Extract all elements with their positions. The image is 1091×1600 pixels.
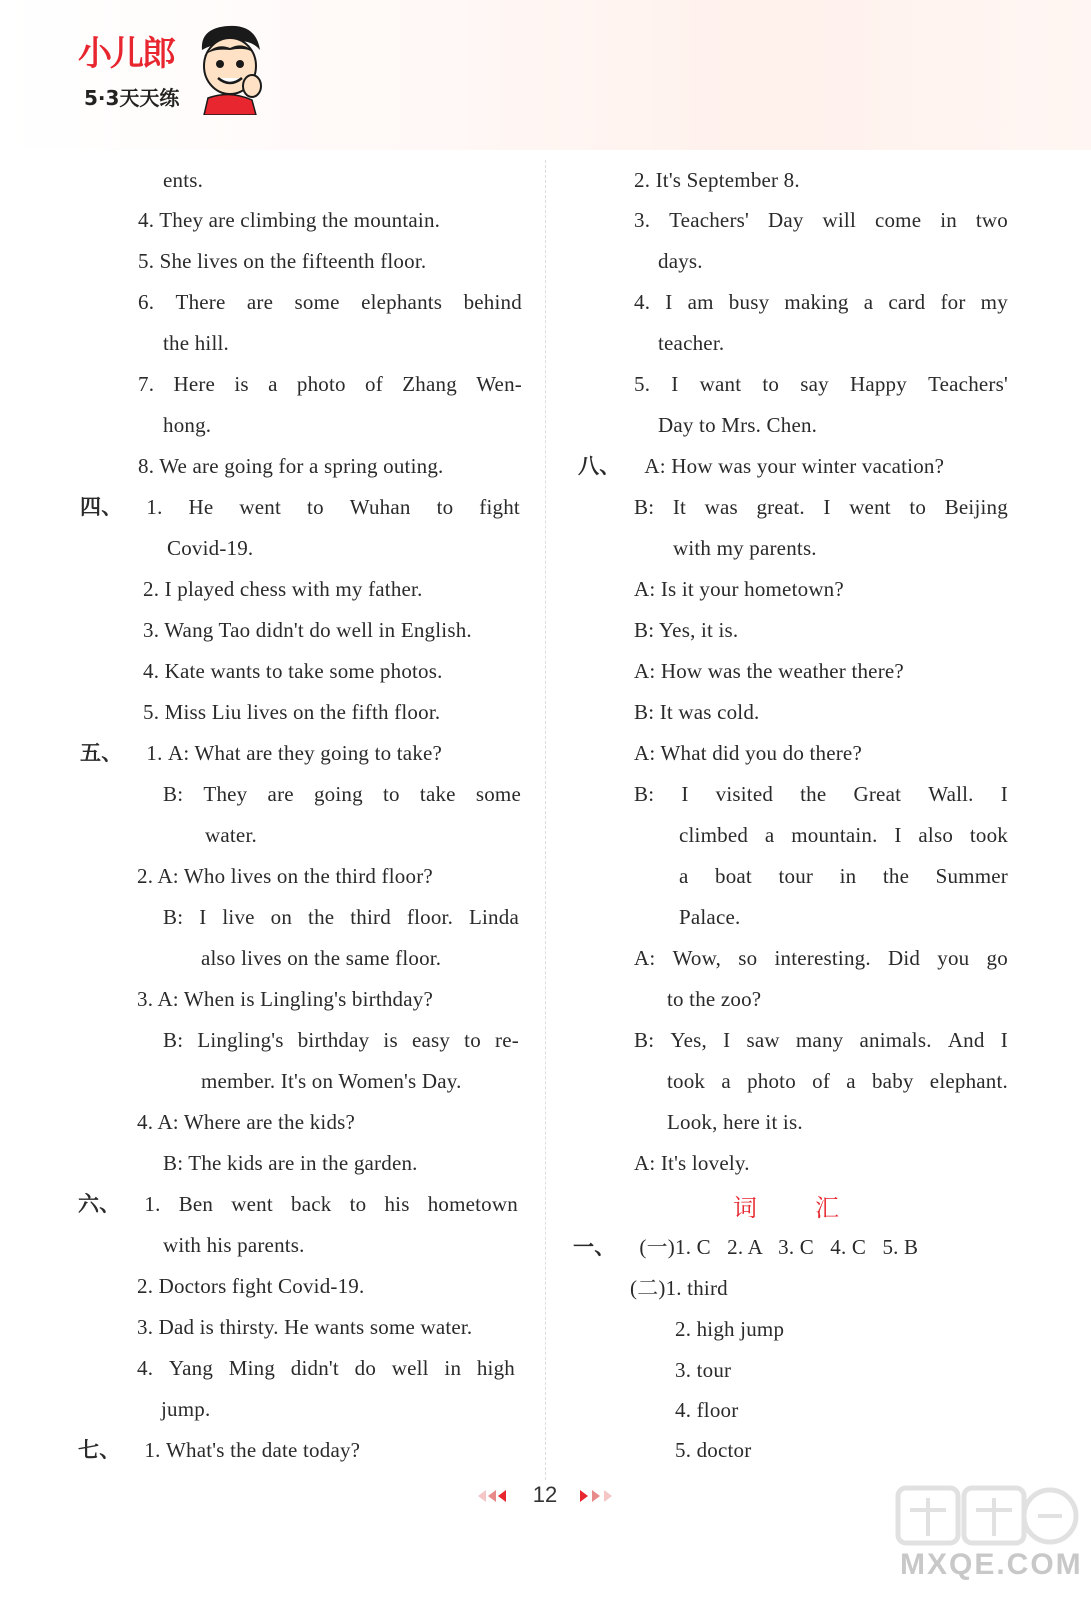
answer-text: the hill. — [163, 331, 229, 355]
answer-line — [634, 739, 862, 767]
section-marker: 六、 — [78, 1192, 121, 1216]
answer-text: A: How was your winter vacation? — [644, 454, 945, 478]
answer-line — [658, 247, 703, 275]
page-number: 12 — [532, 1482, 558, 1507]
answer-text: 1. Ben went back to his hometown — [144, 1192, 518, 1216]
answer-text: B: The kids are in the garden. — [163, 1151, 418, 1175]
answer-line — [201, 1067, 462, 1095]
answer-text: 2. It's September 8. — [634, 168, 800, 192]
answer-text: 4. They are climbing the mountain. — [138, 208, 441, 232]
answer-line — [675, 1356, 731, 1384]
answer-line — [658, 411, 817, 439]
answer-line — [679, 903, 740, 931]
answer-line — [634, 657, 904, 685]
answer-line — [667, 1108, 803, 1136]
answer-line — [675, 1315, 784, 1343]
answer-text: B: Yes, it is. — [634, 618, 739, 642]
answer-line: A: Wow, so interesting. Did you go — [634, 946, 1008, 970]
answer-text: 5. Miss Liu lives on the fifth floor. — [143, 700, 441, 724]
answer-line: 5. I want to say Happy Teachers' — [634, 372, 1008, 396]
answer-text: 2. I played chess with my father. — [143, 577, 423, 601]
answer-line — [167, 534, 253, 562]
mascot-boy-icon — [190, 20, 270, 115]
answer-text: 3. Wang Tao didn't do well in English. — [143, 618, 472, 642]
answer-line — [630, 1274, 728, 1302]
answer-text: Look, here it is. — [667, 1110, 803, 1134]
answer-line: 4. I am busy making a card for my — [634, 290, 1008, 314]
section-marker: 五、 — [80, 741, 123, 765]
answer-line — [634, 166, 800, 194]
series-title: 5·3天天练 — [84, 86, 180, 110]
answer-text: 3. Dad is thirsty. He wants some water. — [137, 1315, 473, 1339]
answer-text: also lives on the same floor. — [201, 946, 442, 970]
answer-text: 8. We are going for a spring outing. — [138, 454, 444, 478]
section-title-vocabulary: 词汇 — [733, 1194, 897, 1222]
answer-line: climbed a mountain. I also took — [679, 823, 1008, 847]
answer-text: with my parents. — [673, 536, 817, 560]
answer-line — [138, 206, 440, 234]
answer-line — [80, 493, 520, 521]
answer-line: 7. Here is a photo of Zhang Wen- — [138, 372, 522, 396]
answer-line — [143, 575, 423, 603]
answer-text: member. It's on Women's Day. — [201, 1069, 462, 1093]
answer-text: 2. A: Who lives on the third floor? — [137, 864, 433, 888]
answer-line — [634, 1149, 750, 1177]
answer-line — [137, 1313, 472, 1341]
answer-text: 3. A: When is Lingling's birthday? — [137, 987, 434, 1011]
answer-line — [667, 985, 761, 1013]
answer-text: A: How was the weather there? — [634, 659, 904, 683]
answer-text: 1. What's the date today? — [144, 1438, 361, 1462]
answer-line: B: I live on the third floor. Linda — [163, 905, 519, 929]
watermark-text: MXQE.COM — [900, 1548, 1083, 1581]
brand-title: 小儿郎 — [78, 34, 174, 74]
answer-text: (二)1. third — [630, 1276, 728, 1300]
answer-line — [163, 1231, 305, 1259]
section-marker: 七、 — [78, 1438, 121, 1462]
answer-text: 2. Doctors fight Covid-19. — [137, 1274, 365, 1298]
answer-text: Day to Mrs. Chen. — [658, 413, 818, 437]
answer-line: B: They are going to take some — [163, 782, 521, 806]
answer-line — [80, 739, 442, 767]
answer-line — [201, 944, 441, 972]
answer-line — [163, 411, 211, 439]
answer-line: 4. Yang Ming didn't do well in high — [137, 1356, 515, 1380]
answer-line — [634, 698, 759, 726]
answer-text: A: It's lovely. — [634, 1151, 750, 1175]
answer-text: 1. He went to Wuhan to fight — [146, 495, 520, 519]
answer-line — [163, 166, 203, 194]
answer-text: teacher. — [658, 331, 725, 355]
answer-line: 6. There are some elephants behind — [138, 290, 522, 314]
answer-line — [675, 1396, 738, 1424]
answer-text: water. — [205, 823, 257, 847]
answer-text: jump. — [161, 1397, 211, 1421]
answer-line — [634, 575, 844, 603]
answer-line: B: It was great. I went to Beijing — [634, 495, 1008, 519]
answer-text: 3. tour — [675, 1358, 732, 1382]
answer-line: B: I visited the Great Wall. I — [634, 782, 1008, 806]
answer-text: with his parents. — [163, 1233, 305, 1257]
answer-line — [675, 1436, 751, 1464]
answer-line — [673, 534, 817, 562]
answer-line — [163, 1149, 418, 1177]
answer-line — [634, 616, 738, 644]
answer-line: a boat tour in the Summer — [679, 864, 1008, 888]
answer-text: days. — [658, 249, 703, 273]
answer-line — [138, 452, 443, 480]
answer-line — [137, 1108, 355, 1136]
answer-line: B: Lingling's birthday is easy to re- — [163, 1028, 519, 1052]
brand-logo — [78, 20, 268, 115]
answer-text: (一)1. C 2. A 3. C 4. C 5. B — [639, 1235, 919, 1259]
answer-line — [578, 452, 944, 480]
answer-text: Palace. — [679, 905, 741, 929]
answer-line — [143, 657, 443, 685]
section-marker: 八、 — [578, 454, 621, 478]
column-divider — [545, 160, 546, 1480]
answer-text: 4. A: Where are the kids? — [137, 1110, 356, 1134]
answer-line — [658, 329, 724, 357]
answer-line — [138, 247, 426, 275]
answer-text: hong. — [163, 413, 212, 437]
answer-line — [161, 1395, 210, 1423]
answer-text: 2. high jump — [675, 1317, 785, 1341]
answer-text: 4. floor — [675, 1398, 739, 1422]
answer-line — [143, 698, 440, 726]
answer-text: A: Is it your hometown? — [634, 577, 844, 601]
answer-line: B: Yes, I saw many animals. And I — [634, 1028, 1008, 1052]
answer-line — [137, 862, 433, 890]
answer-line — [137, 1272, 364, 1300]
answer-line — [205, 821, 257, 849]
answer-line — [163, 329, 229, 357]
answer-line — [78, 1436, 360, 1464]
answer-line: 3. Teachers' Day will come in two — [634, 208, 1008, 232]
answer-text: 5. She lives on the fifteenth floor. — [138, 249, 427, 273]
answer-line — [573, 1233, 918, 1261]
answer-line: took a photo of a baby elephant. — [667, 1069, 1008, 1093]
answer-text: B: It was cold. — [634, 700, 760, 724]
answer-line — [137, 985, 433, 1013]
answer-text: 4. Kate wants to take some photos. — [143, 659, 443, 683]
answer-text: ents. — [163, 168, 204, 192]
answer-text: to the zoo? — [667, 987, 762, 1011]
answer-line — [143, 616, 472, 644]
answer-line — [78, 1190, 518, 1218]
answer-text: 1. A: What are they going to take? — [146, 741, 443, 765]
answer-text: 5. doctor — [675, 1438, 752, 1462]
section-marker: 四、 — [80, 495, 123, 519]
answer-text: A: What did you do there? — [634, 741, 862, 765]
section-marker: 一、 — [573, 1235, 616, 1259]
answer-text: Covid-19. — [167, 536, 254, 560]
